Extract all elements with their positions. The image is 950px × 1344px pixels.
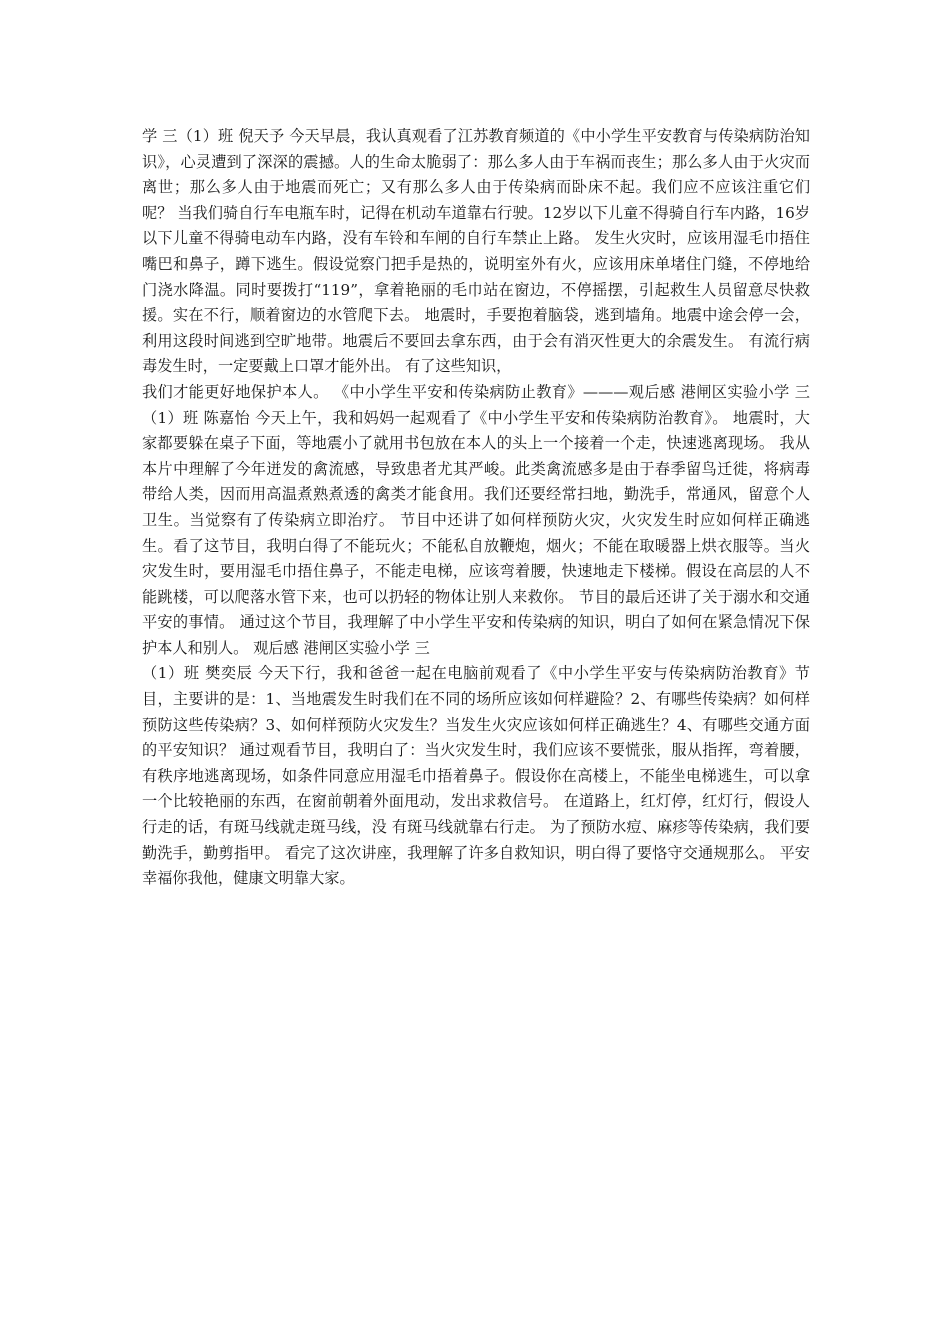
paragraph-1: 学 三（1）班 倪天予 今天早晨，我认真观看了江苏教育频道的《中小学生平安教育与传染病防治知识》，心灵遭到了深深的震撼。人的生命太脆弱了：那么多人由于车祸而丧生；那么多人由于火灾而离世；那么多人由于地震而死亡；又有那么多人由于传染病而卧床不起。我们应不应该注重它们呢？ 当我们骑自行车电瓶车时，记得在机动车道靠右行驶。12岁以下儿童不得骑自行车内路，16岁以下儿童不得骑电动车内路，没有车铃和车闸的自行车禁止上路。 发生火灾时，应该用湿毛巾捂住嘴巴和鼻子，蹲下逃生。假设觉察门把手是热的，说明室外有火，应该用床单堵住门缝，不停地给门浇水降温。同时要拨打“119”，拿着艳丽的毛巾站在窗边，不停摇摆，引起救生人员留意尽快救援。实在不行，顺着窗边的水管爬下去。 地震时，手要抱着脑袋，逃到墙角。地震中途会停一会，利用这段时间逃到空旷地带。地震后不要回去拿东西，由于会有消灭性更大的余震发生。 有流行病毒发生时，一定要戴上口罩才能外出。 有了这些知识， [142,127,810,376]
paragraph-2: 我们才能更好地保护本人。 《中小学生平安和传染病防止教育》———观后感 港闸区实验小学 三（1）班 陈嘉怡 今天上午，我和妈妈一起观看了《中小学生平安和传染病防治教育》。 地震时，大家都要躲在桌子下面，等地震小了就用书包放在本人的头上一个接着一个走，快速逃离现场。 我从本片中理解了今年迸发的禽流感，导致患者尤其严峻。此类禽流感多是由于春季留鸟迁徙，将病毒带给人类，因而用高温煮熟煮透的禽类才能食用。我们还要经常扫地，勤洗手，常通风，留意个人卫生。当觉察有了传染病立即治疗。 节目中还讲了如何样预防火灾，火灾发生时应如何样正确逃生。看了这节目，我明白得了不能玩火；不能私自放鞭炮，烟火；不能在取暖器上烘衣服等。当火灾发生时，要用湿毛巾捂住鼻子，不能走电梯，应该弯着腰，快速地走下楼梯。假设在高层的人不能跳楼，可以爬落水管下来，也可以扔轻的物体让别人来救你。 节目的最后还讲了关于溺水和交通平安的事情。 通过这个节目，我理解了中小学生平安和传染病的知识，明白了如何在紧急情况下保护本人和别人。 观后感 港闸区实验小学 三 [142,382,810,657]
document-body [142,124,810,892]
paragraph-3: （1）班 樊奕辰 今天下行，我和爸爸一起在电脑前观看了《中小学生平安与传染病防治教育》节目，主要讲的是：1、当地震发生时我们在不同的场所应该如何样避险？2、有哪些传染病？如何样预防这些传染病？3、如何样预防火灾发生？当发生火灾应该如何样正确逃生？4、有哪些交通方面的平安知识？ 通过观看节目，我明白了：当火灾发生时，我们应该不要慌张，服从指挥，弯着腰，有秩序地逃离现场，如条件同意应用湿毛巾捂着鼻子。假设你在高楼上，不能坐电梯逃生，可以拿一个比较艳丽的东西，在窗前朝着外面甩动，发出求救信号。 在道路上，红灯停，红灯行，假设人行走的话，有斑马线就走斑马线，没 有斑马线就靠右行走。 为了预防水痘、麻疹等传染病，我们要勤洗手，勤剪指甲。 看完了这次讲座，我理解了许多自救知识，明白得了要恪守交通规那么。 平安幸福你我他，健康文明靠大家。 [142,664,810,888]
